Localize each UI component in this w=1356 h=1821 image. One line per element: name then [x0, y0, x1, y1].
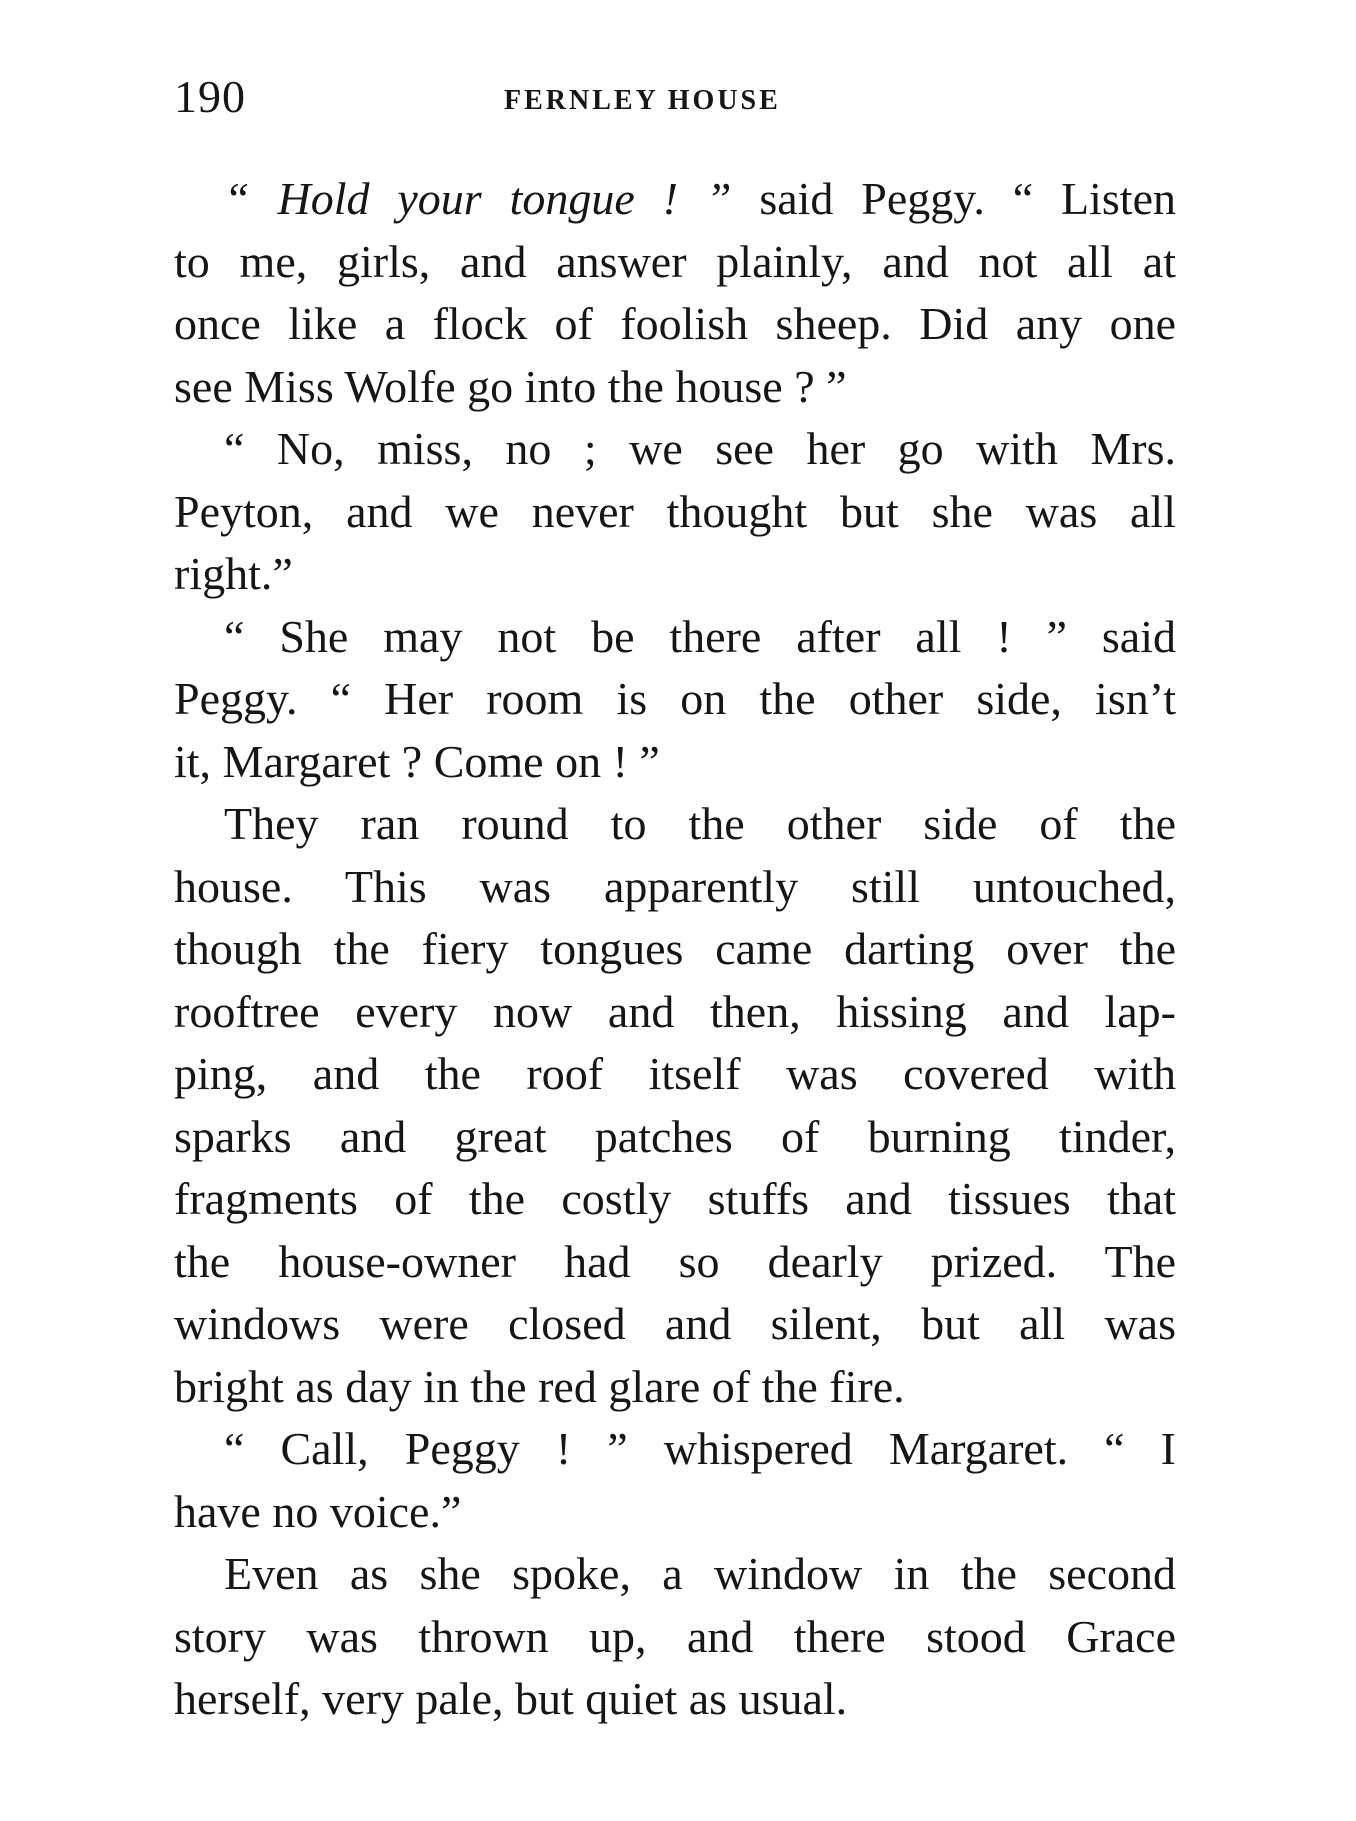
line-text: said Peggy. “ Listen — [731, 173, 1176, 224]
text-line: herself, very pale, but quiet as usual. — [174, 1673, 848, 1724]
text-line: Peyton, and we never thought but she was all — [174, 485, 1176, 537]
paragraph — [174, 1543, 1176, 1731]
page-number: 190 — [174, 71, 246, 122]
text-line — [174, 168, 1176, 231]
paragraph — [174, 793, 1176, 1418]
text-line: ping, and the roof itself was covered with — [174, 1048, 1176, 1099]
paragraph — [174, 418, 1176, 606]
paragraph — [174, 168, 1176, 418]
text-line: story was thrown up, and there stood Grace — [174, 1610, 1176, 1662]
body-text — [174, 168, 1176, 1731]
text-line: see Miss Wolfe go into the house ? ” — [174, 360, 847, 412]
paragraph — [174, 1418, 1176, 1543]
text-line: bright as day in the red glare of the fire. — [174, 1360, 905, 1412]
text-line: rooftree every now and then, hissing and lap- — [174, 985, 1176, 1037]
italic-text: “ Hold your tongue ! ” — [224, 173, 732, 224]
paragraph — [174, 606, 1176, 794]
page-header — [174, 70, 1174, 130]
text-line: though the fiery tongues came darting over the — [174, 923, 1176, 974]
text-line: it, Margaret ? Come on ! ” — [174, 735, 660, 787]
text-line: fragments of the costly stuffs and tissues that — [174, 1173, 1176, 1224]
text-line: Even as she spoke, a window in the second — [224, 1548, 1176, 1599]
text-line: “ Call, Peggy ! ” whispered Margaret. “ I — [224, 1423, 1176, 1474]
text-line: the house-owner had so dearly prized. The — [174, 1235, 1176, 1287]
running-title: FERNLEY HOUSE — [504, 85, 781, 116]
text-line: sparks and great patches of burning tinder, — [174, 1110, 1176, 1162]
text-line: house. This was apparently still untouched, — [174, 860, 1176, 912]
text-line: to me, girls, and answer plainly, and not all at — [174, 235, 1176, 287]
text-line: They ran round to the other side of the — [224, 798, 1176, 849]
text-line: right.” — [174, 548, 293, 599]
text-line: windows were closed and silent, but all was — [174, 1298, 1176, 1349]
text-line: have no voice.” — [174, 1485, 462, 1537]
text-line: “ She may not be there after all ! ” said — [224, 610, 1176, 662]
text-line: once like a flock of foolish sheep. Did any one — [174, 298, 1176, 349]
text-line: Peggy. “ Her room is on the other side, isn’t — [174, 673, 1176, 724]
text-line: “ No, miss, no ; we see her go with Mrs. — [224, 423, 1176, 474]
